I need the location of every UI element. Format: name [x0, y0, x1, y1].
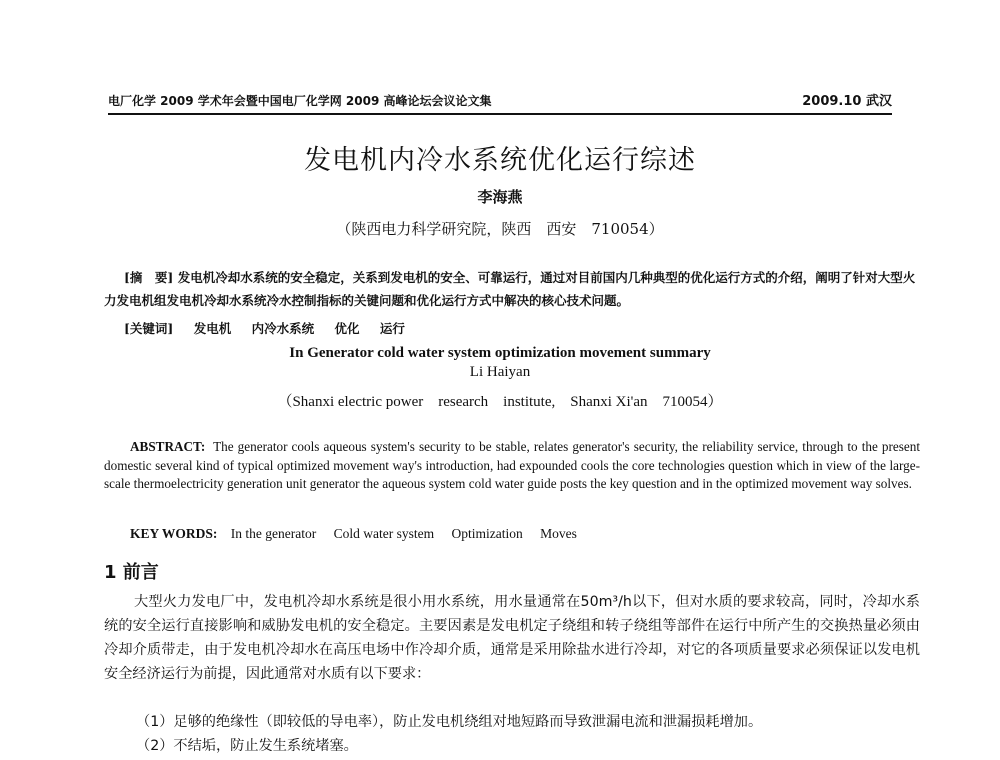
abstract-cn-text: 发电机冷却水系统的安全稳定，关系到发电机的安全、可靠运行，通过对目前国内几种典型的优化运行方式的介绍，阐明了针对大型火力发电机组发电机冷却水系统冷水控制指标的关键问题和优化运行方式中解决的核心技术问题。	[104, 270, 916, 308]
paper-title: 发电机内冷水系统优化运行综述	[304, 145, 696, 176]
affiliation-en: （Shanxi electric power research institute, Shanxi Xi'an 710054）	[277, 394, 723, 410]
keyword-en: In the generator	[230, 526, 317, 541]
header-journal-title: 电厂化学 2009 学术年会暨中国电厂化学网 2009 高峰论坛会议论文集	[108, 94, 492, 108]
paper-title-en: In Generator cold water system optimization movement summary	[289, 345, 711, 361]
abstract-en	[104, 438, 920, 494]
header-date-location: 2009.10 武汉	[802, 94, 892, 109]
keyword-cn: 发电机	[193, 321, 232, 336]
author-en: Li Haiyan	[469, 364, 531, 380]
author-cn: 李海燕	[477, 188, 523, 206]
keyword-cn: 优化	[334, 321, 360, 336]
running-header	[108, 90, 892, 115]
abstract-cn	[104, 266, 920, 312]
affiliation-cn: （陕西电力科学研究院，陕西 西安 710054）	[336, 220, 664, 238]
abstract-en-label: ABSTRACT:	[130, 439, 206, 454]
keywords-en	[130, 526, 591, 542]
requirement-item: （1）足够的绝缘性（即较低的导电率），防止发电机绕组对地短路而导致泄漏电流和泄漏损耗增加。	[136, 714, 763, 730]
keywords-cn	[124, 319, 421, 337]
section-paragraph: 大型火力发电厂中，发电机冷却水系统是很小用水系统，用水量通常在50m³/h以下，但对水质的要求较高，同时，冷却水系统的安全运行直接影响和威胁发电机的安全稳定。主要因素是发电机定子绕组和转子绕组等部件在运行中所产生的交换热量必须由冷却介质带走，由于发电机冷却水在高压电场中作冷却介质，通常是采用除盐水进行冷却，对它的各项质量要求必须保证以发电机安全经济运行为前提，因此通常对水质有以下要求：	[104, 594, 920, 682]
keyword-en: Cold water system	[333, 526, 435, 541]
keyword-en: Moves	[540, 526, 577, 541]
keyword-cn: 内冷水系统	[251, 321, 315, 336]
requirement-item: （2）不结垢，防止发生系统堵塞。	[136, 738, 358, 754]
keywords-en-label: KEY WORDS:	[130, 526, 218, 541]
abstract-cn-label: [摘 要]	[124, 270, 174, 285]
section-heading: 1 前言	[104, 562, 159, 583]
keyword-en: Optimization	[451, 526, 523, 541]
keywords-cn-label: [关键词]	[124, 321, 174, 336]
keyword-cn: 运行	[379, 321, 405, 336]
abstract-en-text: The generator cools aqueous system's security to be stable, relates generator's security, the reliability service, through to the present domestic several kind of typical optimized movement way's introduction, had expounded cools the core technologies question which in view of the large-scale thermoelectricity generation unit generator the aqueous system cold water guide posts the key question and in the optimized movement way solves.	[104, 439, 921, 491]
